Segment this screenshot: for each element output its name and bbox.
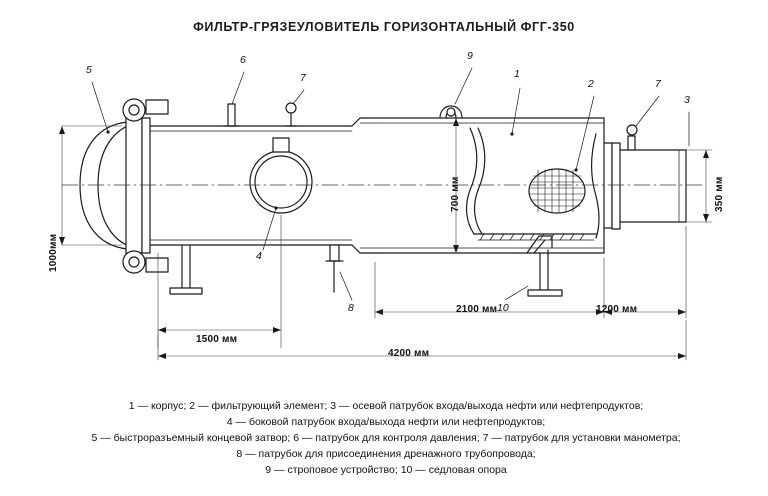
dim-height-mid: 700 мм bbox=[450, 176, 461, 212]
saddle-support-right bbox=[527, 236, 562, 296]
right-flange bbox=[612, 143, 620, 229]
callout-6: 6 bbox=[240, 54, 246, 66]
manometer-nozzle-7-right bbox=[627, 125, 637, 150]
callout-9: 9 bbox=[467, 50, 473, 62]
page-title: ФИЛЬТР-ГРЯЗЕУЛОВИТЕЛЬ ГОРИЗОНТАЛЬНЫЙ ФГГ-350 bbox=[193, 20, 575, 34]
closure-flange bbox=[126, 118, 142, 253]
internal-baffle-left-2 bbox=[475, 128, 485, 234]
callout-7-right: 7 bbox=[655, 78, 661, 90]
dim-height-left: 1000мм bbox=[48, 233, 59, 272]
closure-latch-top bbox=[146, 100, 168, 114]
side-nozzle-4 bbox=[250, 138, 312, 213]
dim-height-right: 350 мм bbox=[714, 176, 725, 212]
sling-lug-9 bbox=[440, 106, 462, 118]
internal-baffle-right bbox=[592, 134, 600, 238]
legend-line-3: 5 — быстроразъемный концевой затвор; 6 — патрубок для контроля давления; 7 — патрубок для установки манометра; bbox=[91, 432, 681, 444]
manometer-nozzle-7-left bbox=[286, 103, 296, 126]
legend-line-1: 1 — корпус; 2 — фильтрующий элемент; 3 — осевой патрубок входа/выхода нефти или нефтепродуктов; bbox=[128, 400, 644, 412]
dim-len-1500: 1500 мм bbox=[196, 334, 238, 345]
callout-1: 1 bbox=[514, 68, 520, 80]
callout-10: 10 bbox=[497, 302, 509, 314]
callout-8: 8 bbox=[348, 302, 354, 314]
vessel-left-head bbox=[80, 122, 128, 249]
callout-7-left: 7 bbox=[300, 72, 306, 84]
filter-element-mesh bbox=[529, 169, 585, 213]
callout-2: 2 bbox=[588, 78, 594, 90]
legend-line-4: 8 — патрубок для присоединения дренажного трубопровода; bbox=[236, 448, 536, 460]
closure-flange-2 bbox=[142, 118, 150, 253]
shell-step-top bbox=[352, 118, 360, 126]
dim-len-1200: 1200 мм bbox=[596, 304, 638, 315]
right-flange-block bbox=[604, 143, 612, 228]
closure-latch-bottom bbox=[146, 258, 168, 272]
callout-3: 3 bbox=[684, 94, 690, 106]
internal-floor-hatch bbox=[480, 234, 584, 240]
legend bbox=[56, 398, 716, 478]
pressure-nozzle-6 bbox=[224, 104, 239, 126]
shell-step-bottom bbox=[352, 245, 360, 253]
saddle-support-left bbox=[170, 245, 202, 294]
dim-len-2100: 2100 мм bbox=[456, 304, 498, 315]
callout-5: 5 bbox=[86, 64, 92, 76]
callout-4: 4 bbox=[256, 250, 262, 262]
dim-len-4200: 4200 мм bbox=[388, 348, 430, 359]
drain-nozzle-8 bbox=[326, 245, 343, 292]
legend-line-2: 4 — боковой патрубок входа/выхода нефти или нефтепродуктов; bbox=[226, 416, 546, 428]
legend-line-5: 9 — строповое устройство; 10 — седловая опора bbox=[265, 464, 507, 476]
